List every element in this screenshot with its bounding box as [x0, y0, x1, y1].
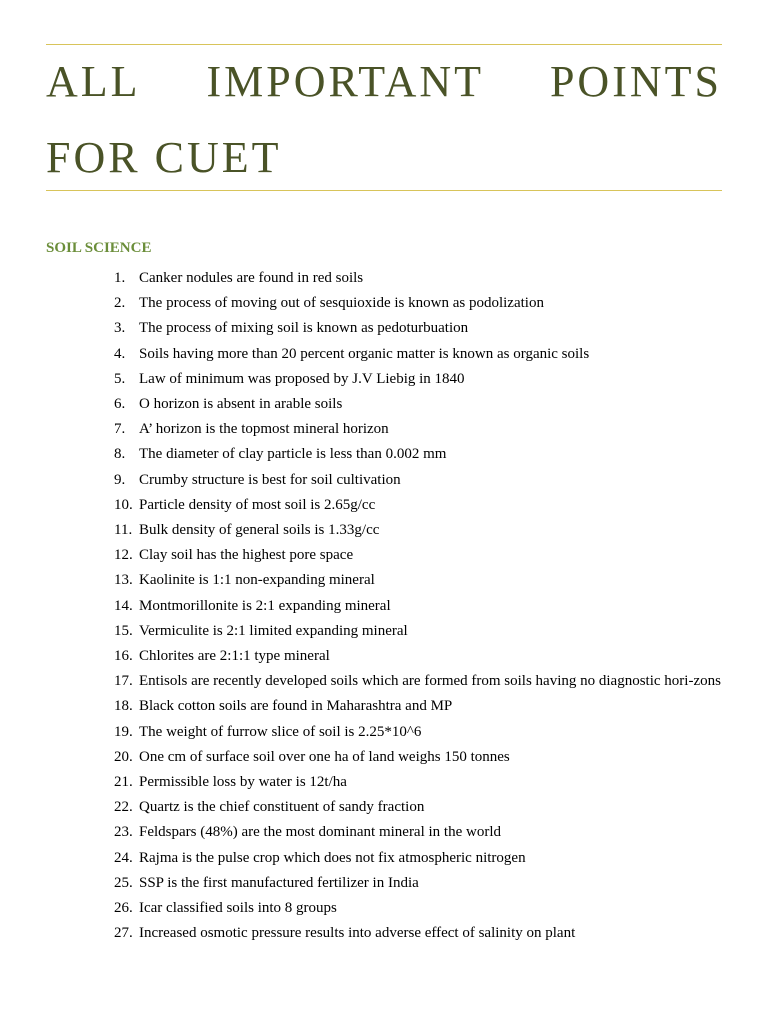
list-item-text: O horizon is absent in arable soils	[139, 396, 343, 413]
list-item	[114, 871, 722, 896]
list-item	[114, 896, 722, 921]
list-item	[114, 619, 722, 644]
list-item-text: Increased osmotic pressure results into adverse effect of salinity on plant	[139, 925, 576, 942]
list-item	[114, 568, 722, 593]
points-list	[114, 266, 722, 946]
list-item-number: 7.	[114, 421, 126, 438]
list-item	[114, 493, 722, 518]
list-item	[114, 266, 722, 291]
list-item	[114, 543, 722, 568]
list-item-number: 9.	[114, 471, 126, 488]
list-item-number: 24.	[114, 849, 133, 866]
list-item-text: Black cotton soils are found in Maharashtra and MP	[139, 698, 453, 715]
list-item-text: Quartz is the chief constituent of sandy fraction	[139, 799, 425, 816]
list-item-number: 3.	[114, 320, 126, 337]
list-item	[114, 846, 722, 871]
list-item	[114, 694, 722, 719]
list-item-number: 14.	[114, 597, 133, 614]
list-item-number: 16.	[114, 648, 133, 665]
list-item-number: 12.	[114, 547, 133, 564]
title-bottom-rule	[46, 190, 722, 191]
list-item-text: Montmorillonite is 2:1 expanding mineral	[139, 597, 391, 614]
list-item-text: Law of minimum was proposed by J.V Liebig in 1840	[139, 370, 465, 387]
list-item-number: 18.	[114, 698, 133, 715]
list-item	[114, 644, 722, 669]
list-item-text: Entisols are recently developed soils which are formed from soils having no diagnostic hori-zons	[139, 673, 721, 690]
list-item-text: Permissible loss by water is 12t/ha	[139, 774, 347, 791]
list-item-number: 27.	[114, 925, 133, 942]
list-item-text: A’ horizon is the topmost mineral horizon	[139, 421, 389, 438]
list-item-number: 4.	[114, 345, 126, 362]
list-item	[114, 291, 722, 316]
list-item-text: Bulk density of general soils is 1.33g/cc	[139, 522, 380, 539]
list-item	[114, 518, 722, 543]
list-item	[114, 770, 722, 795]
list-item-text: One cm of surface soil over one ha of land weighs 150 tonnes	[139, 748, 510, 765]
list-item-number: 5.	[114, 370, 126, 387]
list-item-number: 1.	[114, 270, 126, 286]
list-item-number: 20.	[114, 748, 133, 765]
list-item-number: 19.	[114, 723, 133, 740]
list-item	[114, 417, 722, 442]
list-item-text: Vermiculite is 2:1 limited expanding mineral	[139, 622, 408, 639]
list-item	[114, 745, 722, 770]
list-item-text: SSP is the first manufactured fertilizer in India	[139, 874, 419, 891]
list-item-text: Canker nodules are found in red soils	[139, 270, 364, 286]
list-item-number: 2.	[114, 295, 126, 312]
list-item-number: 11.	[114, 522, 133, 539]
title-word: POINTS	[549, 57, 722, 106]
page-title-line-1	[46, 57, 722, 106]
list-item-text: Kaolinite is 1:1 non-expanding mineral	[139, 572, 375, 589]
list-item	[114, 669, 722, 694]
list-item-number: 15.	[114, 622, 133, 639]
list-item-text: Chlorites are 2:1:1 type mineral	[139, 648, 330, 665]
list-item	[114, 342, 722, 367]
list-item	[114, 820, 722, 845]
list-item-number: 10.	[114, 496, 133, 513]
list-item	[114, 367, 722, 392]
title-top-rule	[46, 44, 722, 45]
list-item	[114, 795, 722, 820]
list-item	[114, 442, 722, 467]
title-word: ALL	[46, 57, 141, 106]
list-item-number: 22.	[114, 799, 133, 816]
list-item-number: 26.	[114, 900, 133, 917]
list-item-text: The process of mixing soil is known as pedoturbuation	[139, 320, 469, 337]
list-item-text: The process of moving out of sesquioxide is known as podolization	[139, 295, 544, 312]
list-item-number: 17.	[114, 673, 133, 690]
list-item-text: Clay soil has the highest pore space	[139, 547, 354, 564]
list-item	[114, 316, 722, 341]
list-item-number: 13.	[114, 572, 133, 589]
list-item-text: Rajma is the pulse crop which does not fix atmospheric nitrogen	[139, 849, 526, 866]
list-item-text: The weight of furrow slice of soil is 2.25*10^6	[139, 723, 422, 740]
list-item-number: 23.	[114, 824, 133, 841]
list-item	[114, 720, 722, 745]
list-item-number: 21.	[114, 774, 133, 791]
list-item-text: The diameter of clay particle is less than 0.002 mm	[139, 446, 447, 463]
list-item	[114, 921, 722, 946]
list-item-text: Soils having more than 20 percent organic matter is known as organic soils	[139, 345, 590, 362]
list-item-number: 6.	[114, 396, 126, 413]
page-title-line-2: FOR CUET	[46, 133, 282, 182]
list-item	[114, 468, 722, 493]
list-item-number: 25.	[114, 874, 133, 891]
list-item-text: Icar classified soils into 8 groups	[139, 900, 337, 917]
list-item-number: 8.	[114, 446, 126, 463]
section-heading: SOIL SCIENCE	[46, 240, 152, 256]
list-item	[114, 594, 722, 619]
list-item-text: Particle density of most soil is 2.65g/cc	[139, 496, 376, 513]
list-item-text: Crumby structure is best for soil cultivation	[139, 471, 401, 488]
title-word: IMPORTANT	[206, 57, 484, 106]
list-item	[114, 392, 722, 417]
list-item-text: Feldspars (48%) are the most dominant mineral in the world	[139, 824, 501, 841]
